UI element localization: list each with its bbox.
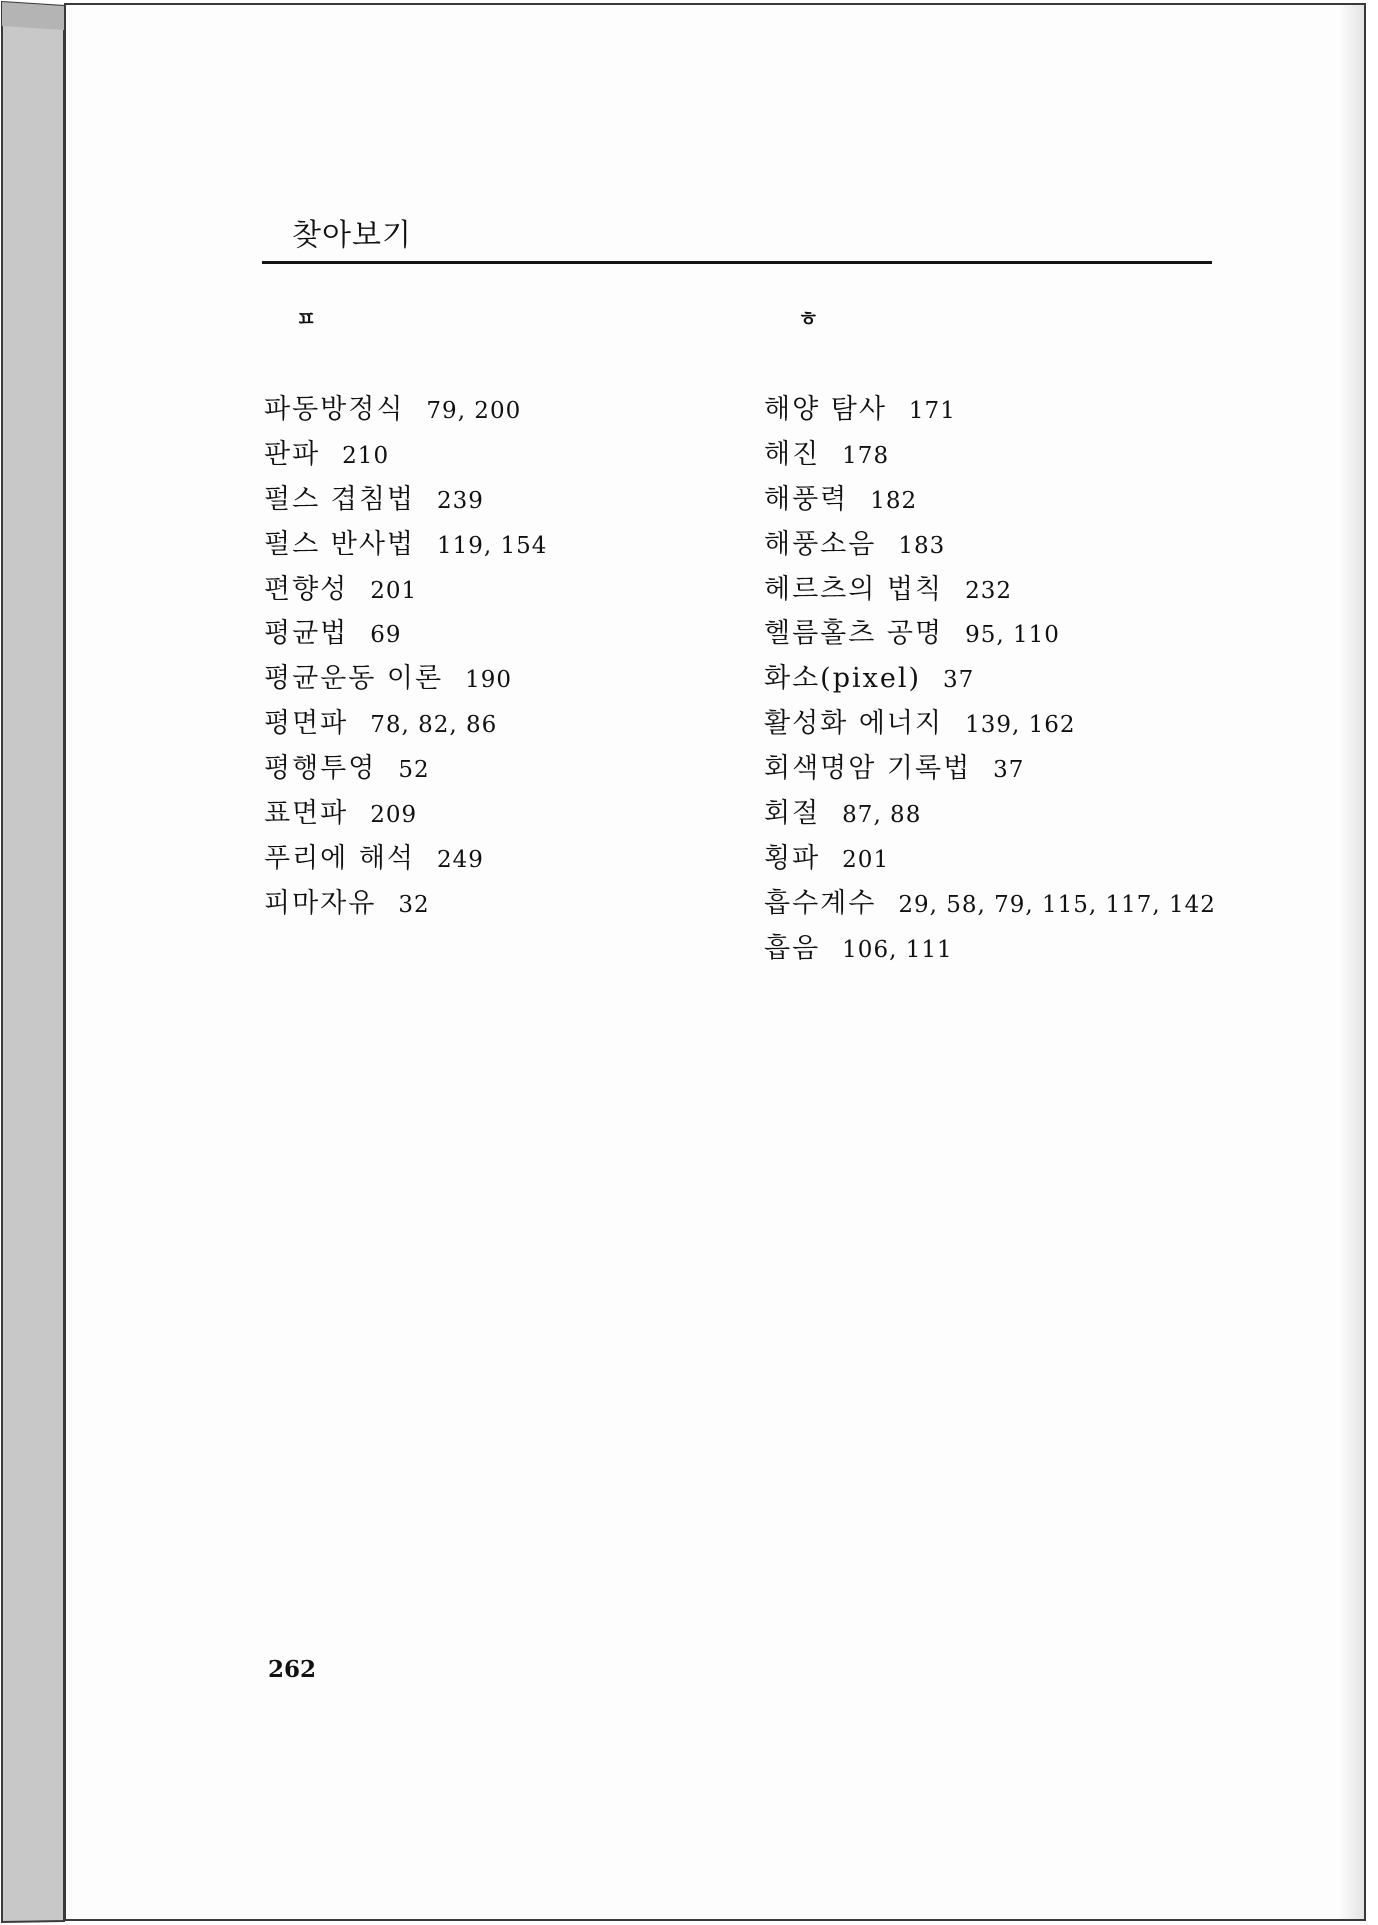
entry-term: 해진 — [764, 438, 821, 470]
index-entry — [764, 927, 1234, 972]
entry-pages: 249 — [437, 846, 484, 873]
index-entry — [264, 612, 724, 657]
entry-pages: 182 — [870, 487, 918, 514]
entry-term: 활성화 에너지 — [764, 708, 944, 740]
index-entry — [264, 568, 724, 613]
index-column-right — [764, 388, 1234, 972]
entry-term: 해풍소음 — [764, 528, 877, 560]
index-entry — [264, 523, 724, 568]
entry-pages: 32 — [398, 891, 430, 918]
section-letter-left: ㅍ — [296, 307, 317, 331]
index-entry — [764, 882, 1234, 927]
entry-pages: 201 — [842, 846, 890, 873]
index-entry — [764, 702, 1234, 747]
entry-term: 편향성 — [264, 573, 349, 605]
index-entry — [264, 792, 724, 837]
entry-term: 횡파 — [764, 842, 821, 874]
entry-term: 회절 — [764, 798, 821, 830]
entry-term: 판파 — [264, 438, 321, 470]
section-letter-right: ㅎ — [798, 307, 819, 331]
entry-term: 해풍력 — [764, 483, 849, 515]
index-entry — [264, 657, 724, 702]
entry-term: 평행투영 — [264, 753, 377, 785]
index-entry — [264, 837, 724, 882]
entry-pages: 210 — [342, 442, 390, 469]
entry-term: 푸리에 해석 — [264, 842, 415, 874]
entry-term: 헬름홀츠 공명 — [764, 618, 944, 650]
entry-term: 해양 탐사 — [764, 394, 887, 425]
entry-term: 피마자유 — [264, 887, 377, 919]
index-entry — [764, 388, 1234, 433]
entry-pages: 52 — [398, 757, 430, 784]
entry-term: 평균법 — [264, 618, 349, 650]
entry-term: 펄스 겹침법 — [264, 483, 415, 515]
index-entry — [264, 388, 724, 433]
entry-pages: 95, 110 — [965, 622, 1060, 649]
index-entry — [764, 612, 1234, 657]
page-number: 262 — [268, 1656, 317, 1683]
entry-term: 표면파 — [264, 798, 349, 830]
index-entry — [264, 702, 724, 747]
index-entry — [764, 478, 1234, 523]
index-title: 찾아보기 — [292, 218, 412, 253]
entry-pages: 79, 200 — [426, 398, 522, 424]
index-entry — [764, 523, 1234, 568]
entry-pages: 37 — [943, 667, 975, 694]
index-entry — [264, 433, 724, 478]
entry-pages: 209 — [370, 802, 418, 829]
entry-pages: 171 — [908, 398, 956, 424]
entry-term: 회색명암 기록법 — [764, 753, 972, 785]
entry-pages: 106, 111 — [842, 936, 953, 963]
entry-term: 헤르츠의 법칙 — [764, 573, 944, 605]
index-entry — [764, 837, 1234, 882]
entry-pages: 119, 154 — [437, 532, 548, 559]
entry-term: 흡수계수 — [764, 887, 877, 919]
index-entry — [264, 882, 724, 927]
entry-pages: 232 — [965, 577, 1012, 604]
entry-pages: 201 — [370, 577, 418, 604]
entry-term: 파동방정식 — [264, 394, 405, 425]
index-entry — [764, 747, 1234, 792]
index-column-left — [264, 388, 724, 927]
entry-pages: 29, 58, 79, 115, 117, 142 — [898, 891, 1216, 918]
header-rule — [262, 261, 1212, 264]
entry-term: 평면파 — [264, 708, 349, 740]
entry-term: 흡음 — [764, 932, 821, 964]
index-entry — [764, 792, 1234, 837]
entry-term: 화소(pixel) — [764, 663, 921, 695]
entry-pages: 183 — [898, 532, 946, 559]
entry-pages: 139, 162 — [965, 712, 1076, 739]
entry-pages: 178 — [842, 442, 890, 469]
index-entry — [764, 657, 1234, 702]
index-entry — [764, 568, 1234, 613]
entry-term: 펄스 반사법 — [264, 528, 415, 560]
entry-term: 평균운동 이론 — [264, 663, 444, 695]
entry-pages: 87, 88 — [842, 802, 922, 829]
entry-pages: 69 — [370, 622, 402, 649]
entry-pages: 78, 82, 86 — [370, 712, 498, 739]
entry-pages: 239 — [437, 487, 484, 514]
entry-pages: 37 — [993, 757, 1025, 784]
index-entry — [264, 747, 724, 792]
index-entry — [264, 478, 724, 523]
entry-pages: 190 — [465, 667, 512, 694]
page-edge-shadow — [1338, 5, 1364, 1919]
index-entry — [764, 433, 1234, 478]
